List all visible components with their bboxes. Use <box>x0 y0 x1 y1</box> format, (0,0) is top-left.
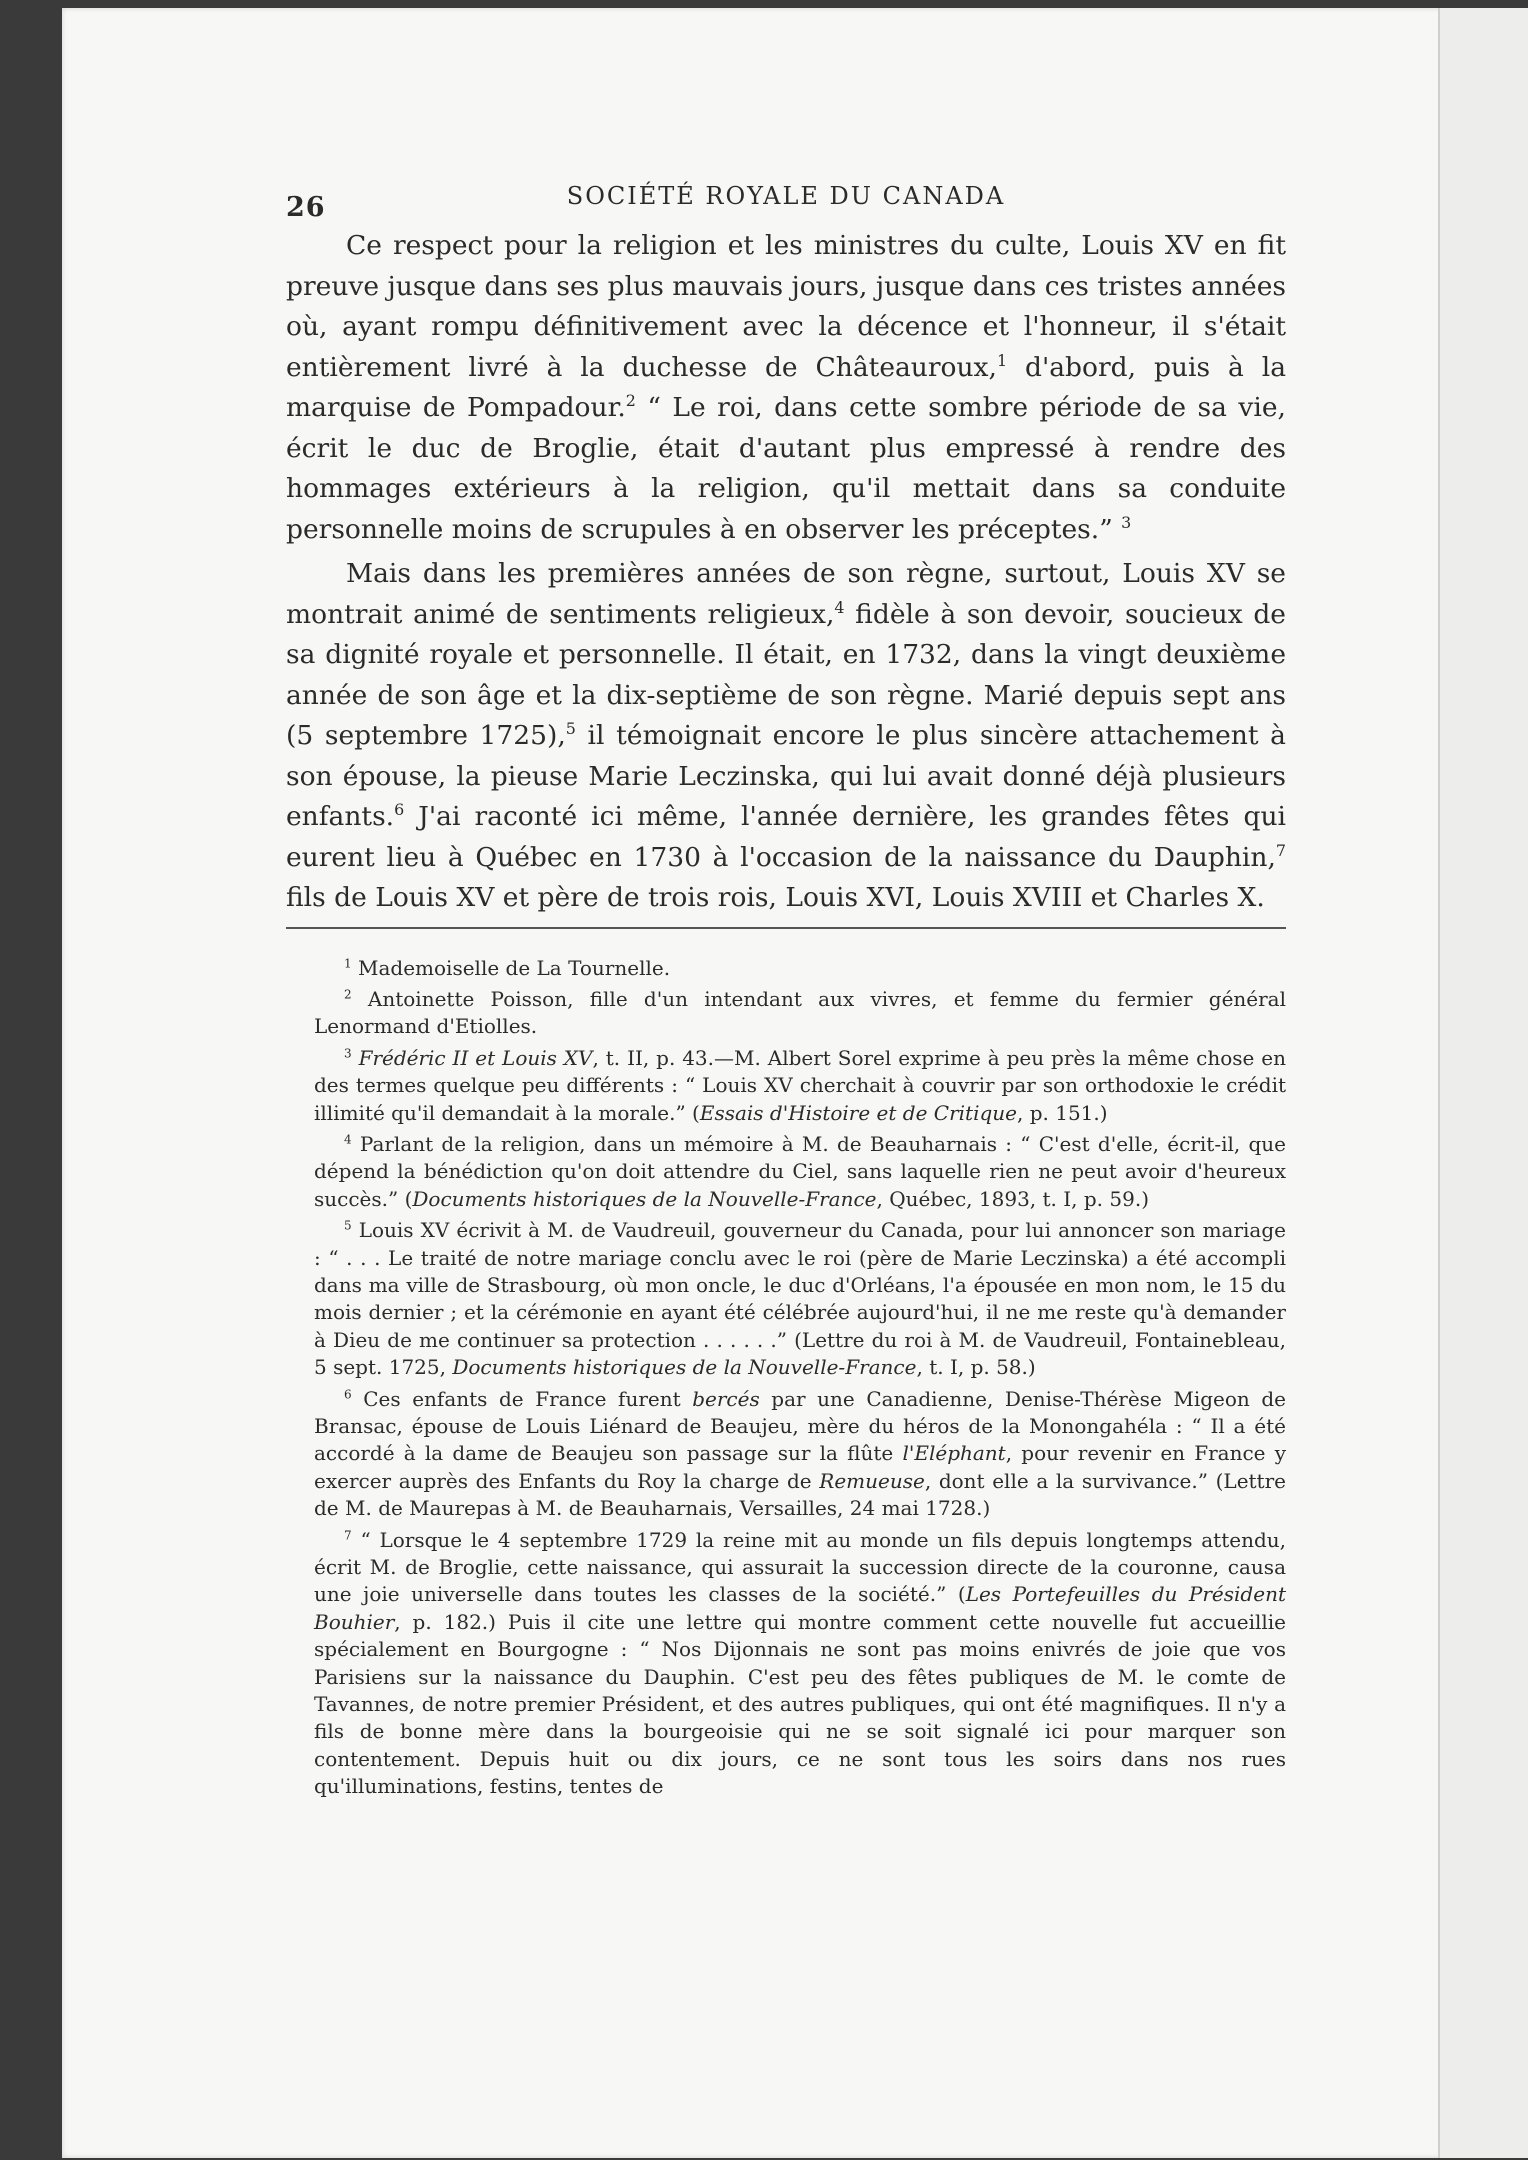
paragraph-2-text-b: fidèle à son devoir, soucieux de sa dignité royale et personnelle. Il était, en 1732, dans la vingt deuxième année de son âge et la dix-septième de son règne. Marié depuis sept ans (5 septembre 1725), <box>286 598 1286 751</box>
footnote-4 <box>314 1131 1286 1213</box>
footnote-mark-2: 2 <box>344 987 352 1002</box>
footnote-ref-6: 6 <box>394 800 405 820</box>
footnote-3-text-b: , p. 151.) <box>1017 1100 1108 1125</box>
footnote-7-text-b: , p. 182.) Puis il cite une lettre qui montre comment cette nouvelle fut accueillie spécialement en Bourgogne : “ Nos Dijonnais ne sont pas moins enivrés de joie que vos Parisiens sur la naissance du Dauphin. C'est peu des fêtes publiques de M. le comte de Tavannes, de notre premier Président, et des autres publiques, qui ont été magnifiques. Il n'y a fils de bonne mère dans la bourgeoisie qui ne se soit signalé ici pour marquer son contentement. Depuis huit ou dix jours, ce ne sont tous les soirs dans nos rues qu'illuminations, festins, tentes de <box>314 1609 1286 1799</box>
paragraph-2-text-c: il témoignait encore le plus sincère attachement à son épouse, la pieuse Marie Leczinska, qui lui avait donné déjà plusieurs enfants. <box>286 720 1286 832</box>
footnote-ref-1: 1 <box>996 350 1008 370</box>
footnote-mark-1: 1 <box>344 955 352 970</box>
footnote-5 <box>314 1217 1286 1381</box>
paragraph-2-text-e: fils de Louis XV et père de trois rois, Louis XVI, Louis XVIII et Charles X. <box>286 882 1265 913</box>
footnote-6-text-b: par une Canadienne, Denise-Thérèse Migeon de Bransac, épouse de Louis Liénard de Beaujeu, mère du héros de la Monongahéla : “ Il a été accordé à la dame de Beaujeu son passage sur la flûte <box>314 1386 1286 1466</box>
page-content <box>286 170 1286 1805</box>
footnotes <box>286 955 1286 1801</box>
footnote-3-text-a: , t. II, p. 43.—M. Albert Sorel exprime à peu près la même chose en des termes quelque peu différents : “ Louis XV cherchait à couvrir par son orthodoxie le crédit illimité qu'il demandait à la morale.” ( <box>314 1045 1287 1125</box>
footnote-ref-5: 5 <box>565 719 576 739</box>
paragraph-1-text-b: d'abord, puis à la marquise de Pompadour. <box>286 351 1286 423</box>
footnote-mark-6: 6 <box>344 1386 352 1401</box>
footnote-7-source: Les Portefeuilles du Président Bouhier <box>314 1582 1286 1634</box>
footnote-1 <box>314 955 1286 982</box>
footnote-6-emphasis-1: bercés <box>692 1386 760 1411</box>
footnote-6-text-d: , dont elle a la survivance.” (Lettre de M. de Maurepas à M. de Beauharnais, Versailles, 24 mai 1728.) <box>314 1468 1286 1521</box>
page-header <box>286 170 1286 226</box>
footnote-ref-2: 2 <box>625 391 636 411</box>
paragraph-2 <box>286 554 1286 919</box>
paragraph-2-text-d: J'ai raconté ici même, l'année dernière, les grandes fêtes qui eurent lieu à Québec en 1730 à l'occasion de la naissance du Dauphin, <box>286 801 1286 873</box>
footnote-4-text-b: , Québec, 1893, t. I, p. 59.) <box>876 1186 1150 1211</box>
page-number: 26 <box>286 192 326 223</box>
footnote-1-text: Mademoiselle de La Tournelle. <box>358 955 671 980</box>
footnote-6-emphasis-2: l'Eléphant <box>902 1441 1006 1466</box>
footnote-5-text-a: Louis XV écrivit à M. de Vaudreuil, gouverneur du Canada, pour lui annoncer son mariage : “ . . . Le traité de notre mariage conclu avec le roi (père de Marie Leczinska) a été accompli dans ma ville de Strasbourg, où mon oncle, le duc d'Orléans, l'a épousée en mon nom, le 15 du mois dernier ; et la cérémonie en ayant été célébrée aujourd'hui, il ne me reste qu'à demander à Dieu de me continuer sa protection . . . . . .” (Lettre du roi à M. de Vaudreuil, Fontainebleau, 5 sept. 1725, <box>314 1218 1286 1380</box>
footnote-6 <box>314 1386 1286 1523</box>
footnote-divider <box>286 927 1286 929</box>
footnote-3 <box>314 1045 1286 1127</box>
footnote-2 <box>314 986 1286 1041</box>
running-title: SOCIÉTÉ ROYALE DU CANADA <box>566 182 1006 210</box>
footnote-ref-7: 7 <box>1275 840 1286 860</box>
footnote-mark-7: 7 <box>344 1527 352 1542</box>
footnote-ref-4: 4 <box>834 597 845 617</box>
footnote-7-text-a: “ Lorsque le 4 septembre 1729 la reine mit au monde un fils depuis longtemps attendu, écrit M. de Broglie, cette naissance, qui assurait la succession directe de la couronne, causa une joie universelle dans toutes les classes de la société.” ( <box>314 1527 1286 1607</box>
footnote-4-source: Documents historiques de la Nouvelle-France <box>412 1186 877 1211</box>
footnote-3-source: Essais d'Histoire et de Critique <box>699 1100 1017 1125</box>
footnote-6-text-a: Ces enfants de France furent <box>363 1386 693 1411</box>
footnote-6-emphasis-3: Remueuse <box>819 1468 925 1493</box>
footnote-5-source: Documents historiques de la Nouvelle-France <box>452 1355 917 1380</box>
footnote-mark-5: 5 <box>344 1218 352 1233</box>
paragraph-1-text-c: “ Le roi, dans cette sombre période de sa vie, écrit le duc de Broglie, était d'autant plus empressé à rendre des hommages extérieurs à la religion, qu'il mettait dans sa conduite personnelle moins de scrupules à en observer les préceptes.” <box>286 392 1286 545</box>
paragraph-1 <box>286 226 1286 550</box>
footnote-7 <box>314 1527 1286 1801</box>
footnote-6-text-c: , pour revenir en France y exercer auprès des Enfants du Roy la charge de <box>314 1441 1286 1493</box>
page-edge <box>1438 8 1528 2158</box>
footnote-5-text-b: , t. I, p. 58.) <box>916 1355 1036 1380</box>
paragraph-2-text-a: Mais dans les premières années de son règne, surtout, Louis XV se montrait animé de sentiments religieux, <box>286 558 1286 630</box>
footnote-mark-3: 3 <box>344 1046 352 1061</box>
footnote-3-title: Frédéric II et Louis XV <box>358 1045 593 1070</box>
footnote-2-text: Antoinette Poisson, fille d'un intendant aux vivres, et femme du fermier général Lenormand d'Etiolles. <box>314 986 1287 1039</box>
body-text <box>286 226 1286 919</box>
paragraph-1-text-a: Ce respect pour la religion et les ministres du culte, Louis XV en fit preuve jusque dans ses plus mauvais jours, jusque dans ces tristes années où, ayant rompu définitivement avec la décence et l'honneur, il s'était entièrement livré à la duchesse de Châteauroux, <box>286 230 1286 383</box>
footnote-ref-3: 3 <box>1121 512 1132 532</box>
footnote-4-text-a: Parlant de la religion, dans un mémoire à M. de Beauharnais : “ C'est d'elle, écrit-il, que dépend la bénédiction qu'on doit attendre du Ciel, sans laquelle rien ne peut avoir d'heureux succès.” ( <box>314 1131 1286 1211</box>
footnote-mark-4: 4 <box>344 1132 352 1147</box>
